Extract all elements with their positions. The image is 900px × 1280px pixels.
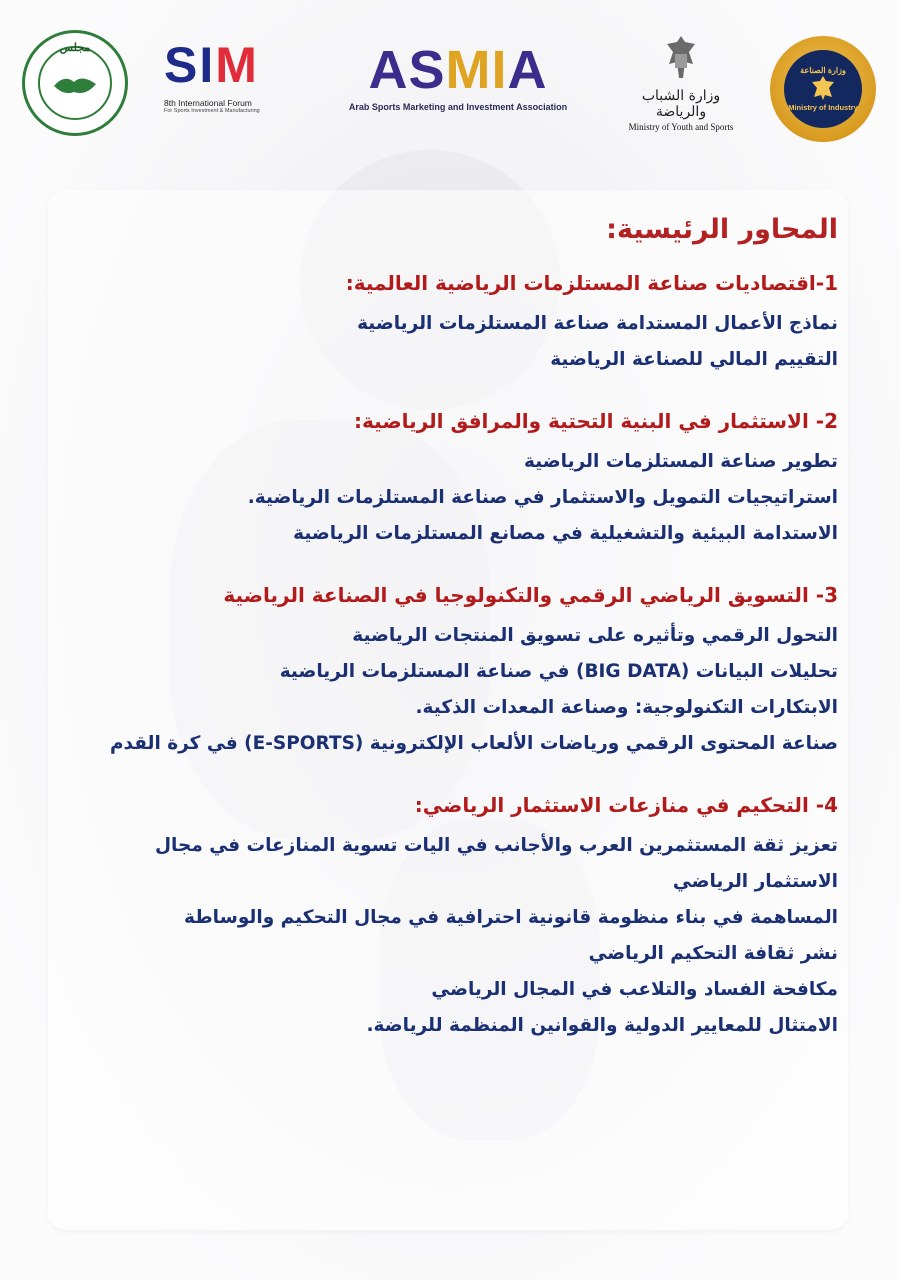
ministry-industry-arabic: وزارة الصناعة — [800, 66, 846, 75]
list-item: تعزيز ثقة المستثمرين العرب والأجانب في اليات تسوية المنازعات في مجال — [155, 835, 838, 856]
eagle-emblem-icon — [809, 75, 837, 101]
page-title: المحاور الرئيسية: — [606, 214, 838, 245]
asmia-subtitle: Arab Sports Marketing and Investment Association — [348, 102, 568, 112]
list-item: مكافحة الفساد والتلاعب في المجال الرياضي — [431, 979, 838, 1000]
sim-forum-logo — [164, 37, 308, 130]
sim-forum-subtitle: For Sports Investment & Manufacturing — [164, 108, 260, 114]
list-item: التقييم المالي للصناعة الرياضية — [550, 349, 838, 370]
section-title: 1-اقتصاديات صناعة المستلزمات الرياضية العالمية: — [345, 271, 838, 295]
section-1 — [118, 266, 838, 378]
ministry-industry-english: Ministry of Industry — [788, 103, 858, 112]
section-2 — [118, 404, 838, 552]
list-item: المساهمة في بناء منظومة قانونية احترافية في مجال التحكيم والوساطة — [184, 907, 838, 928]
ministry-industry-emblem — [784, 50, 862, 128]
asmia-logo — [340, 40, 576, 130]
list-item: نشر ثقافة التحكيم الرياضي — [588, 943, 838, 964]
list-item: الاستدامة البيئية والتشغيلية في مصانع المستلزمات الرياضية — [293, 523, 838, 544]
list-item: تطوير صناعة المستلزمات الرياضية — [523, 451, 838, 472]
section-title: 3- التسويق الرياضي الرقمي والتكنولوجيا في الصناعة الرياضية — [223, 583, 838, 607]
sim-wordmark: SIM — [164, 37, 259, 93]
list-item: الامتثال للمعايير الدولية والقوانين المنظمة للرياضة. — [366, 1015, 838, 1036]
council-seal-text: مجلس — [59, 41, 91, 54]
section-4 — [118, 788, 838, 1044]
council-seal-logo — [22, 30, 128, 136]
section-title: 2- الاستثمار في البنية التحتية والمرافق الرياضية: — [354, 409, 838, 433]
list-item: التحول الرقمي وتأثيره على تسويق المنتجات الرياضية — [352, 625, 838, 646]
ministry-youth-english: Ministry of Youth and Sports — [628, 122, 734, 132]
main-content — [109, 200, 838, 1070]
section-title: 4- التحكيم في منازعات الاستثمار الرياضي: — [414, 793, 838, 817]
ministry-youth-arabic: وزارة الشباب والرياضة — [641, 88, 721, 120]
sim-forum-title: 8th International Forum — [164, 98, 252, 108]
list-item: استراتيجيات التمويل والاستثمار في صناعة المستلزمات الرياضية. — [247, 487, 838, 508]
list-item: نماذج الأعمال المستدامة صناعة المستلزمات الرياضية — [357, 313, 838, 334]
section-3 — [109, 578, 838, 762]
list-item: صناعة المحتوى الرقمي ورياضات الألعاب الإلكترونية (E-SPORTS) في كرة القدم — [109, 733, 838, 754]
handshake-icon — [38, 46, 112, 120]
ministry-industry-logo — [770, 36, 876, 142]
ministry-youth-sports-logo — [620, 34, 742, 138]
asmia-wordmark: ASMIA — [368, 40, 548, 100]
list-item: تحليلات البيانات (BIG DATA) في صناعة المستلزمات الرياضية — [279, 661, 838, 682]
eagle-emblem-icon — [661, 34, 701, 84]
list-item: الابتكارات التكنولوجية: وصناعة المعدات الذكية. — [415, 697, 838, 718]
list-item: الاستثمار الرياضي — [672, 871, 838, 892]
